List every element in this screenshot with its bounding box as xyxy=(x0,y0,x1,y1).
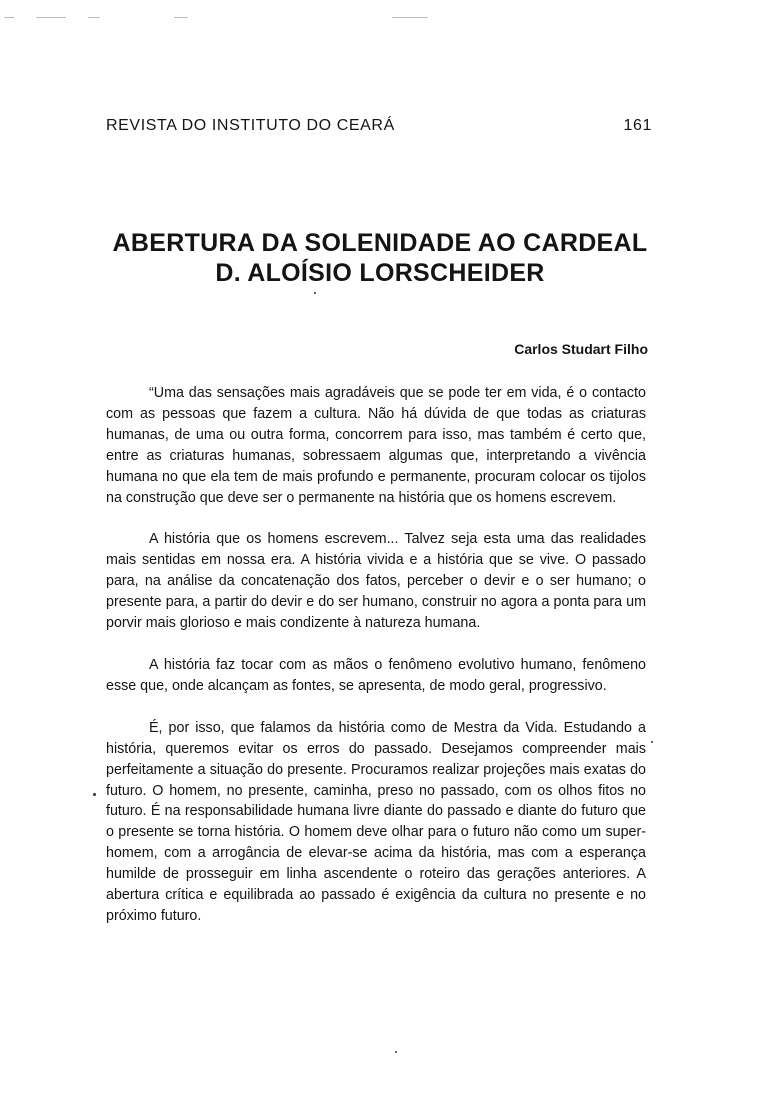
scan-artifact xyxy=(392,17,428,18)
title-line-1: ABERTURA DA SOLENIDADE AO CARDEAL xyxy=(112,229,648,257)
author-name: Carlos Studart Filho xyxy=(514,341,648,357)
page-number: 161 xyxy=(623,117,652,134)
scan-artifact xyxy=(174,17,188,18)
paragraph: A história faz tocar com as mãos o fenômeno evolutivo humano, fenômeno esse que, onde alcançam as fontes, se apresenta, de modo geral, progressivo. xyxy=(106,656,646,694)
speck xyxy=(651,741,653,743)
paragraph: É, por isso, que falamos da história como de Mestra da Vida. Estudando a história, queremos evitar os erros do passado. Desejamos compreender mais perfeitamente a situação do presente. Procuramos realizar projeções mais exatas do futuro. O homem, no presente, caminha, preso no passado, com os olhos fitos no futuro. É na responsabilidade humana livre diante do passado e diante do futuro que o presente se torna história. O homem deve olhar para o futuro não como um super-homem, com a arrogância de elevar-se acima da história, mas com a esperança humilde de prosseguir em linha ascendente o roteiro das gerações anteriores. A abertura crítica e equilibrada ao passado é exigência da cultura no presente e no próximo futuro. xyxy=(106,719,646,924)
scan-artifact xyxy=(36,17,66,18)
title-line-2: D. ALOÍSIO LORSCHEIDER xyxy=(215,259,545,287)
scan-artifact xyxy=(4,17,14,18)
article-body xyxy=(106,383,646,948)
paragraph: “Uma das sensações mais agradáveis que se pode ter em vida, é o contacto com as pessoas que fazem a cultura. Não há dúvida de que todas as criaturas humanas, de uma ou outra forma, concorrem para isso, mas também é certo que, entre as criaturas humanas, sobressaem algumas que, interpretando a vivência humana no que ela tem de mais profundo e permanente, procuram colocar os tijolos na construção que deve ser o permanente na história que os homens escrevem. xyxy=(106,385,646,506)
speck xyxy=(395,1051,397,1053)
paragraph: A história que os homens escrevem... Talvez seja esta uma das realidades mais sentidas em nossa era. A história vivida e a história que se vive. O passado para, na análise da concatenação dos fatos, perceber o devir e o ser humano; o presente para, a partir do devir e do ser humano, construir no agora a ponta para um porvir mais glorioso e mais condizente à natureza humana. xyxy=(106,531,646,632)
scan-artifact xyxy=(88,17,100,18)
speck xyxy=(93,793,96,796)
article-title xyxy=(80,228,680,288)
journal-name: REVISTA DO INSTITUTO DO CEARÁ xyxy=(106,117,395,134)
speck xyxy=(314,292,316,294)
running-header xyxy=(106,117,652,135)
